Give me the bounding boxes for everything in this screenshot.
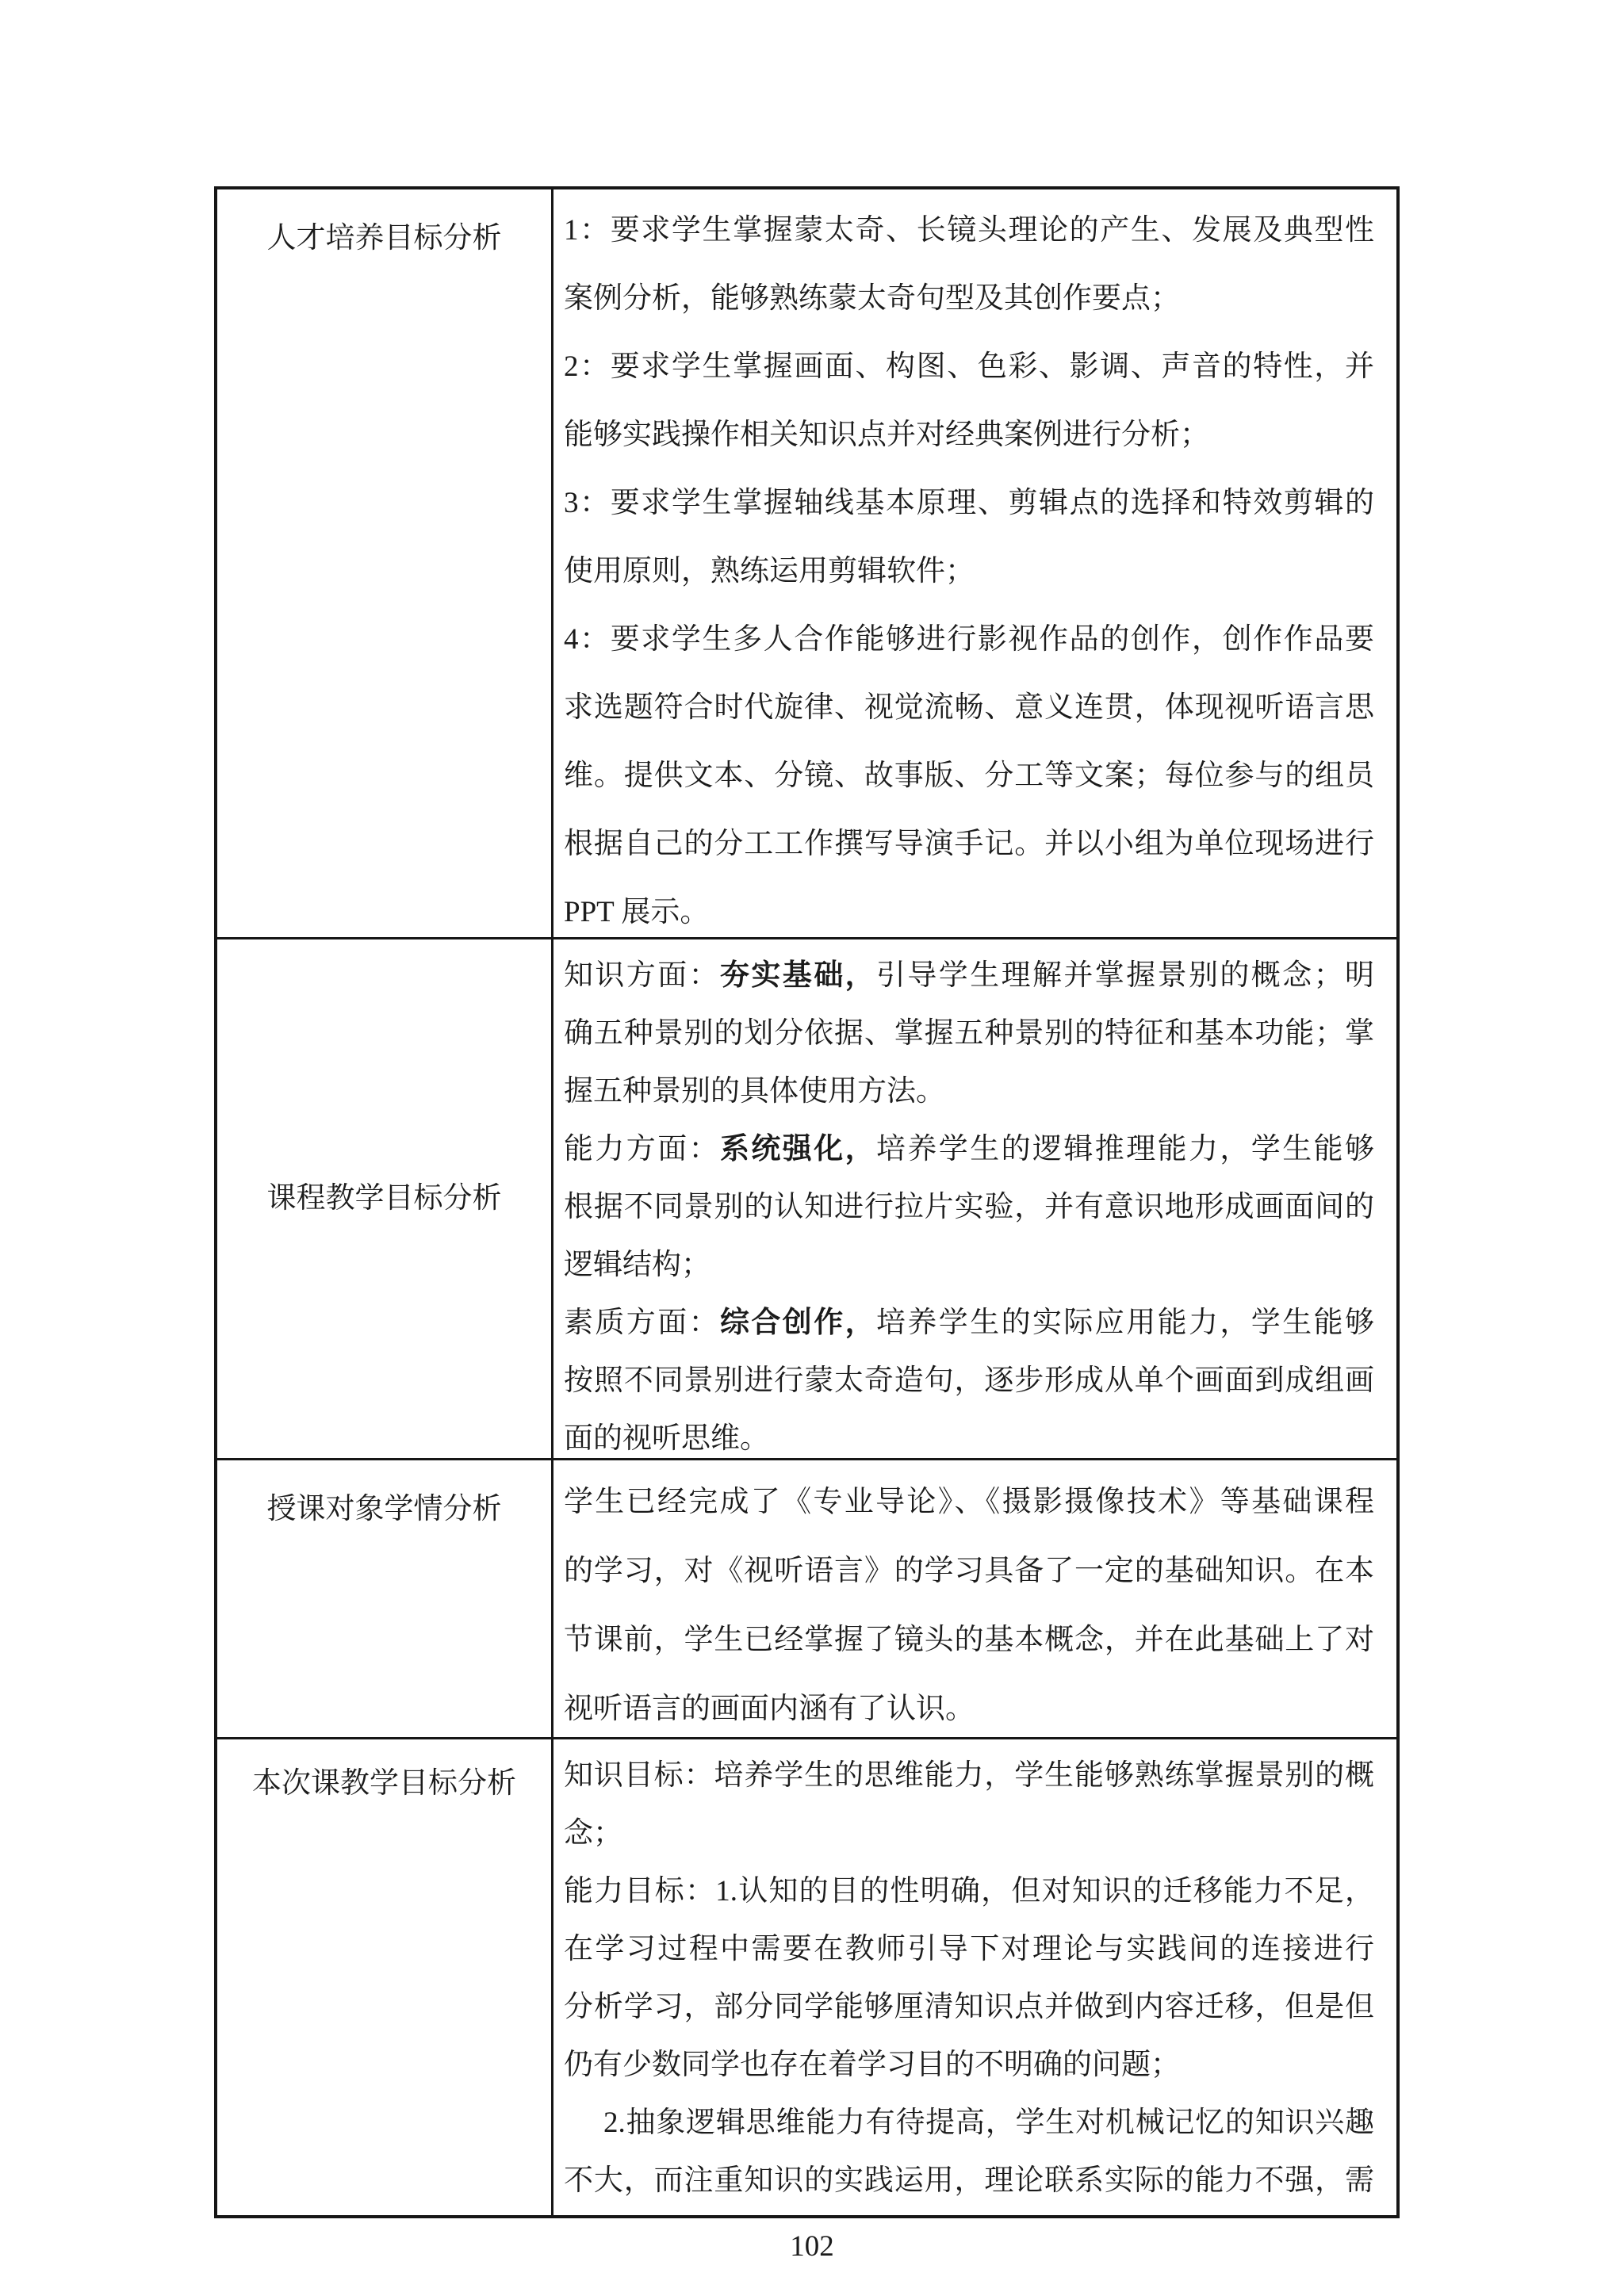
row-content xyxy=(553,1739,1396,2215)
text-line xyxy=(564,947,1374,1004)
text-run: 培养学生的实际应用能力，学生能够 xyxy=(876,1307,1374,1339)
text-run: 确五种景别的划分依据、掌握五种景别的特征和基本功能；掌 xyxy=(564,1017,1374,1050)
text-line xyxy=(564,1294,1374,1352)
text-run: 3：要求学生掌握轴线基本原理、剪辑点的选择和特效剪辑的 xyxy=(564,487,1374,519)
text-line xyxy=(564,810,1374,878)
text-line xyxy=(564,2152,1374,2210)
text-run: 节课前，学生已经掌握了镜头的基本概念，并在此基础上了对 xyxy=(564,1624,1374,1656)
bold-text-run: 综合创作， xyxy=(720,1307,876,1339)
text-run: 案例分析，能够熟练蒙太奇句型及其创作要点； xyxy=(564,282,1180,315)
text-run: 学生已经完成了《专业导论》、《摄影摄像技术》等基础课程 xyxy=(564,1486,1374,1518)
text-run: 维。提供文本、分镜、故事版、分工等文案；每位参与的组员 xyxy=(564,760,1374,792)
text-line xyxy=(564,1352,1374,1410)
text-run: 2：要求学生掌握画面、构图、色彩、影调、声音的特性，并 xyxy=(564,350,1374,383)
text-run: 视听语言的画面内涵有了认识。 xyxy=(564,1693,975,1725)
text-run: PPT 展示。 xyxy=(564,896,710,928)
text-line xyxy=(564,333,1374,401)
text-line xyxy=(564,1804,1374,1862)
text-run: 知识目标：培养学生的思维能力，学生能够熟练掌握景别的概 xyxy=(564,1759,1374,1792)
text-run: 知识方面： xyxy=(564,959,720,992)
text-line xyxy=(564,1004,1374,1062)
text-run: 能力目标：1.认知的目的性明确，但对知识的迁移能力不足， xyxy=(564,1875,1374,1908)
text-run: 面的视听思维。 xyxy=(564,1422,769,1455)
text-run: 的学习，对《视听语言》的学习具备了一定的基础知识。在本 xyxy=(564,1555,1374,1587)
text-run: 能力方面： xyxy=(564,1133,720,1165)
text-line xyxy=(564,1062,1374,1120)
table-row xyxy=(217,189,1396,939)
table-row xyxy=(217,939,1396,1460)
text-line xyxy=(564,1605,1374,1674)
text-line xyxy=(564,1120,1374,1178)
text-line xyxy=(564,197,1374,265)
text-line xyxy=(564,1920,1374,1978)
row-label xyxy=(217,189,553,937)
text-line xyxy=(564,742,1374,810)
text-run: 根据不同景别的认知进行拉片实验，并有意识地形成画面间的 xyxy=(564,1191,1374,1223)
text-run: 引导学生理解并掌握景别的概念；明 xyxy=(876,959,1374,992)
text-line xyxy=(564,1978,1374,2036)
text-run: 按照不同景别进行蒙太奇造句，逐步形成从单个画面到成组画 xyxy=(564,1364,1374,1397)
text-line xyxy=(564,1674,1374,1737)
text-line xyxy=(564,538,1374,606)
text-line xyxy=(564,2094,1374,2152)
text-run: 念； xyxy=(564,1817,622,1850)
row-label-text: 授课对象学情分析 xyxy=(266,1493,502,1525)
row-content xyxy=(553,189,1396,937)
text-line xyxy=(564,401,1374,469)
text-line xyxy=(564,1178,1374,1236)
row-content xyxy=(553,1460,1396,1737)
row-label xyxy=(217,939,553,1458)
table-row xyxy=(217,1739,1396,2215)
text-run: 握五种景别的具体使用方法。 xyxy=(564,1075,945,1108)
text-line xyxy=(564,2036,1374,2094)
bold-text-run: 系统强化， xyxy=(720,1133,876,1165)
row-label xyxy=(217,1739,553,2215)
row-label-text: 本次课教学目标分析 xyxy=(252,1767,516,1800)
text-line xyxy=(564,1862,1374,1920)
row-label xyxy=(217,1460,553,1737)
text-run: 1：要求学生掌握蒙太奇、长镜头理论的产生、发展及典型性 xyxy=(564,214,1374,247)
row-label-text: 课程教学目标分析 xyxy=(266,1182,502,1215)
text-run: 4：要求学生多人合作能够进行影视作品的创作，创作作品要 xyxy=(564,623,1374,656)
text-run: 逻辑结构； xyxy=(564,1249,710,1281)
text-line xyxy=(564,265,1374,333)
text-line xyxy=(564,1410,1374,1458)
text-line xyxy=(564,1747,1374,1804)
text-line xyxy=(564,1536,1374,1605)
text-run: 培养学生的逻辑推理能力，学生能够 xyxy=(876,1133,1374,1165)
row-label-text: 人才培养目标分析 xyxy=(266,222,502,254)
teaching-plan-table xyxy=(214,186,1400,2218)
text-run: 使用原则，熟练运用剪辑软件； xyxy=(564,555,975,587)
text-run: 在学习过程中需要在教师引导下对理论与实践间的连接进行 xyxy=(564,1933,1374,1965)
text-run: 素质方面： xyxy=(564,1307,720,1339)
page-number: 102 xyxy=(790,2230,834,2263)
text-line xyxy=(564,1468,1374,1536)
text-run: 不大，而注重知识的实践运用，理论联系实际的能力不强，需 xyxy=(564,2164,1374,2197)
table-row xyxy=(217,1460,1396,1739)
row-content xyxy=(553,939,1396,1458)
text-line xyxy=(564,878,1374,937)
text-run: 仍有少数同学也存在着学习目的不明确的问题； xyxy=(564,2049,1180,2081)
text-line xyxy=(564,674,1374,742)
text-run: 求选题符合时代旋律、视觉流畅、意义连贯，体现视听语言思 xyxy=(564,691,1374,724)
text-line xyxy=(564,606,1374,674)
text-run: 2.抽象逻辑思维能力有待提高，学生对机械记忆的知识兴趣 xyxy=(603,2107,1374,2139)
text-line xyxy=(564,469,1374,538)
text-run: 根据自己的分工工作撰写导演手记。并以小组为单位现场进行 xyxy=(564,828,1374,860)
bold-text-run: 夯实基础， xyxy=(720,959,876,992)
text-line xyxy=(564,1236,1374,1294)
text-run: 能够实践操作相关知识点并对经典案例进行分析； xyxy=(564,419,1209,451)
text-run: 分析学习，部分同学能够厘清知识点并做到内容迁移，但是但 xyxy=(564,1991,1374,2023)
